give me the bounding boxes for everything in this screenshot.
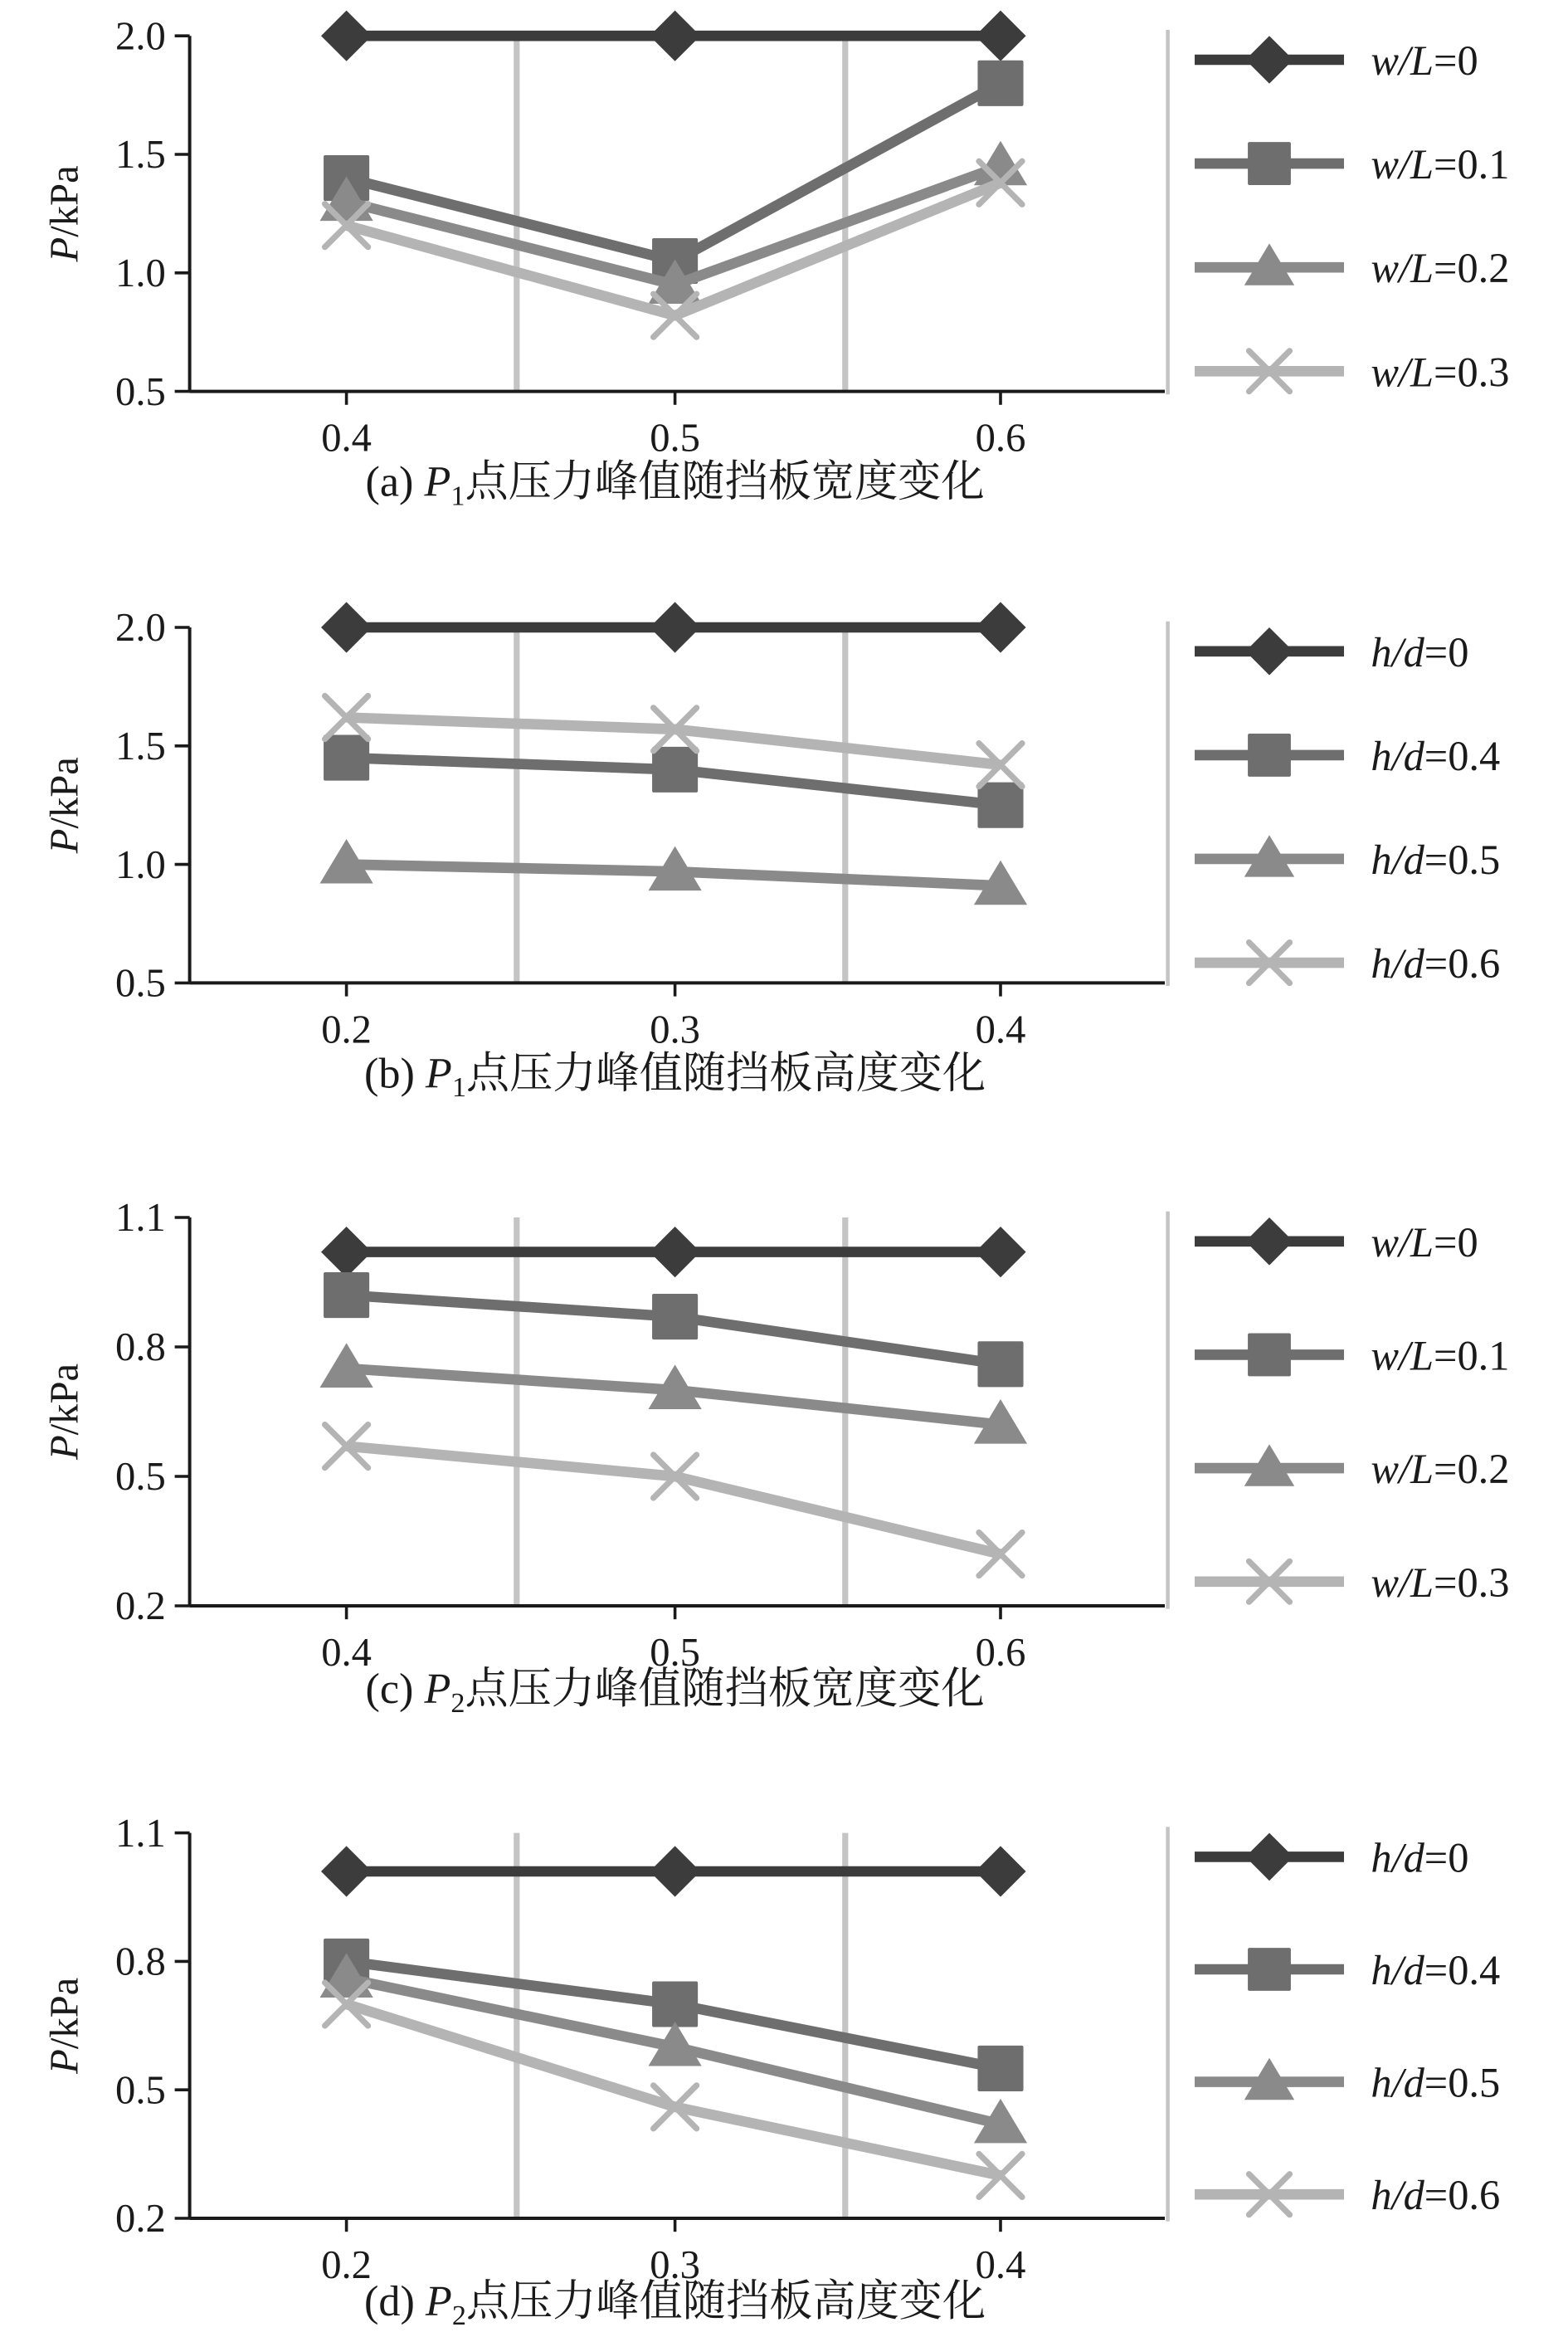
legend-label: [1371, 629, 1468, 676]
y-tick-label: 0.8: [115, 1939, 166, 1984]
legend-entry: [1195, 2058, 1500, 2106]
legend-label-value: =0: [1434, 1218, 1478, 1266]
y-axis-label-unit: /kPa: [41, 1977, 87, 2050]
chart-panel-c: [42, 1195, 1510, 1719]
legend-entry: [1195, 2172, 1500, 2218]
x-tick-label: 0.4: [975, 2242, 1026, 2287]
legend-entry: [1195, 835, 1500, 883]
x-tick-label: 0.4: [321, 415, 372, 461]
legend-entry: [1195, 243, 1509, 291]
legend-label-var: w/L: [1371, 245, 1434, 292]
y-tick-label: 0.5: [115, 1454, 166, 1500]
marker-square: [1248, 142, 1291, 185]
y-axis-label: [42, 1978, 87, 2075]
marker-diamond: [975, 1846, 1025, 1896]
marker-square: [977, 783, 1023, 828]
legend-label-value: =0.3: [1434, 1559, 1510, 1606]
legend-label: [1371, 733, 1500, 779]
legend-entry: [1195, 1559, 1509, 1606]
legend-label: [1371, 37, 1478, 84]
x-tick-label: 0.3: [650, 2242, 700, 2287]
caption-prefix: (c): [365, 1665, 425, 1713]
y-tick-label: 2.0: [115, 605, 166, 651]
caption-var: P: [424, 1665, 451, 1713]
caption-text: 点压力峰值随挡板高度变化: [465, 2277, 986, 2325]
caption-prefix: (d): [364, 2277, 426, 2325]
caption-prefix: (b): [364, 1049, 426, 1098]
legend-label: [1371, 1332, 1509, 1378]
legend-label: [1371, 1834, 1468, 1881]
legend-label-value: =0.1: [1434, 141, 1510, 188]
series-0: [321, 11, 1026, 61]
legend-label-var: h/d: [1371, 1834, 1424, 1881]
x-tick-label: 0.5: [650, 1630, 700, 1675]
y-tick-label: 0.5: [115, 2067, 166, 2113]
marker-diamond: [321, 11, 372, 61]
x-tick-label: 0.4: [975, 1007, 1026, 1052]
marker-square: [1248, 734, 1291, 777]
x-tick-label: 0.6: [975, 1630, 1026, 1675]
legend-label: [1371, 2060, 1500, 2106]
y-tick-label: 0.5: [115, 368, 166, 414]
y-tick-label: 0.2: [115, 1583, 166, 1629]
marker-square: [652, 747, 698, 793]
caption-var: P: [425, 2277, 452, 2325]
legend-label-var: w/L: [1371, 1332, 1434, 1379]
y-tick-label: 1.1: [115, 1195, 166, 1241]
caption-var: P: [424, 457, 451, 506]
legend-label-var: h/d: [1371, 628, 1424, 676]
y-tick-label: 1.5: [115, 724, 166, 768]
legend-label-value: =0.5: [1424, 2059, 1501, 2106]
legend-label-var: h/d: [1371, 836, 1424, 883]
y-axis-label: [42, 165, 87, 262]
legend-entry: [1195, 1332, 1509, 1378]
legend-entry: [1195, 36, 1478, 84]
caption-prefix: (a): [365, 457, 425, 506]
marker-diamond: [975, 602, 1025, 652]
marker-diamond: [650, 1846, 700, 1896]
series-0: [321, 602, 1026, 652]
series-0: [321, 1227, 1026, 1277]
legend-label: [1371, 141, 1509, 188]
series-0: [321, 1846, 1026, 1896]
legend-entry: [1195, 1217, 1478, 1266]
marker-diamond: [321, 602, 372, 652]
series-2: [320, 141, 1028, 304]
legend-label: [1371, 245, 1509, 291]
caption-text: 点压力峰值随挡板宽度变化: [465, 457, 985, 506]
legend-label-var: w/L: [1371, 1446, 1434, 1493]
legend-label-value: =0: [1424, 628, 1469, 676]
legend-label: [1371, 1446, 1509, 1492]
series-3: [325, 1425, 1022, 1576]
series-1: [324, 735, 1023, 828]
legend-entry: [1195, 940, 1500, 987]
legend-label-value: =0: [1424, 1834, 1469, 1881]
y-tick-label: 1.0: [115, 251, 166, 295]
y-tick-label: 1.1: [115, 1810, 166, 1856]
series-line: [347, 1447, 1001, 1554]
legend-entry: [1195, 1833, 1468, 1881]
marker-square: [977, 1341, 1023, 1387]
legend-label-var: h/d: [1371, 1947, 1424, 1994]
legend-label: [1371, 1559, 1509, 1606]
legend-label-var: w/L: [1371, 349, 1434, 396]
y-tick-label: 0.2: [115, 2196, 166, 2242]
y-tick-label: 2.0: [115, 13, 166, 59]
legend-label-value: =0.2: [1434, 1446, 1510, 1493]
y-axis-label: [42, 757, 87, 854]
marker-diamond: [650, 602, 700, 652]
y-axis-label-var: P: [41, 237, 87, 262]
marker-square: [652, 1981, 698, 2027]
y-tick-label: 1.5: [115, 132, 166, 178]
legend-label: [1371, 2172, 1500, 2218]
y-axis-label-var: P: [41, 1435, 87, 1461]
marker-diamond: [321, 1227, 372, 1277]
marker-diamond: [650, 1227, 700, 1277]
marker-diamond: [975, 11, 1025, 61]
panel-caption: [364, 1049, 986, 1103]
x-tick-label: 0.3: [650, 1007, 700, 1052]
series-1: [324, 1939, 1023, 2091]
marker-diamond: [1245, 1833, 1293, 1881]
chart-panel-a: [42, 11, 1510, 512]
marker-diamond: [975, 1227, 1025, 1277]
y-axis-label-unit: /kPa: [41, 757, 87, 829]
legend-label-var: h/d: [1371, 2059, 1424, 2106]
y-axis-label: [42, 1364, 87, 1461]
legend-label-value: =0.3: [1434, 349, 1510, 396]
caption-text: 点压力峰值随挡板高度变化: [465, 1049, 986, 1098]
legend-entry: [1195, 349, 1509, 395]
y-tick-label: 0.5: [115, 960, 166, 1006]
marker-square: [977, 61, 1023, 106]
caption-sub: 2: [450, 1687, 465, 1719]
legend-label: [1371, 940, 1500, 987]
legend-label-value: =0.6: [1424, 940, 1501, 988]
legend-label: [1371, 1219, 1478, 1266]
marker-square: [652, 1294, 698, 1339]
legend-label: [1371, 1947, 1500, 1993]
marker-square: [1248, 1334, 1291, 1377]
legend-entry: [1195, 627, 1468, 676]
y-axis-label-var: P: [41, 2049, 87, 2074]
y-axis-label-unit: /kPa: [41, 1363, 87, 1436]
marker-square: [977, 2046, 1023, 2091]
legend-label-var: w/L: [1371, 141, 1434, 188]
legend-label-value: =0.2: [1434, 245, 1510, 292]
marker-diamond: [1245, 627, 1293, 676]
marker-diamond: [1245, 36, 1293, 84]
legend-label-var: h/d: [1371, 732, 1424, 779]
legend-entry: [1195, 733, 1500, 779]
panel-caption: [365, 1665, 984, 1719]
y-tick-label: 1.0: [115, 842, 166, 887]
chart-panel-b: [42, 602, 1501, 1103]
caption-var: P: [425, 1049, 452, 1098]
legend-label: [1371, 349, 1509, 395]
chart-panel-d: [42, 1811, 1501, 2331]
series-2: [320, 839, 1028, 905]
legend-label-var: h/d: [1371, 940, 1424, 988]
legend-entry: [1195, 141, 1509, 188]
marker-diamond: [1245, 1217, 1293, 1266]
y-axis-label-unit: /kPa: [41, 165, 87, 237]
legend-label-var: h/d: [1371, 2172, 1424, 2219]
legend-label-var: w/L: [1371, 1218, 1434, 1266]
panel-caption: [365, 458, 984, 512]
legend-label: [1371, 837, 1500, 883]
legend-entry: [1195, 1947, 1500, 1993]
caption-text: 点压力峰值随挡板宽度变化: [465, 1665, 985, 1713]
legend-entry: [1195, 1444, 1509, 1492]
legend-label-value: =0.4: [1424, 732, 1501, 779]
y-tick-label: 0.8: [115, 1325, 166, 1370]
legend-label-value: =0.1: [1434, 1332, 1510, 1379]
x-tick-label: 0.4: [321, 1630, 372, 1675]
series-2: [320, 1343, 1028, 1443]
legend-label-value: =0: [1434, 37, 1478, 84]
legend-label-var: w/L: [1371, 37, 1434, 84]
x-tick-label: 0.2: [321, 2242, 372, 2287]
marker-diamond: [321, 1846, 372, 1896]
caption-sub: 2: [451, 2300, 466, 2331]
legend-label-var: w/L: [1371, 1559, 1434, 1606]
x-tick-label: 0.6: [975, 415, 1026, 461]
panel-caption: [364, 2277, 986, 2331]
marker-square: [324, 1272, 369, 1318]
legend-label-value: =0.4: [1424, 1947, 1501, 1994]
marker-diamond: [650, 11, 700, 61]
legend-label-value: =0.5: [1424, 836, 1501, 883]
legend-label-value: =0.6: [1424, 2172, 1501, 2219]
marker-square: [1248, 1948, 1291, 1991]
series-line: [347, 83, 1001, 261]
y-axis-label-var: P: [41, 828, 87, 854]
x-tick-label: 0.5: [650, 415, 700, 461]
caption-sub: 1: [450, 481, 465, 512]
x-tick-label: 0.2: [321, 1007, 372, 1052]
caption-sub: 1: [451, 1072, 466, 1104]
marker-square: [324, 735, 369, 781]
